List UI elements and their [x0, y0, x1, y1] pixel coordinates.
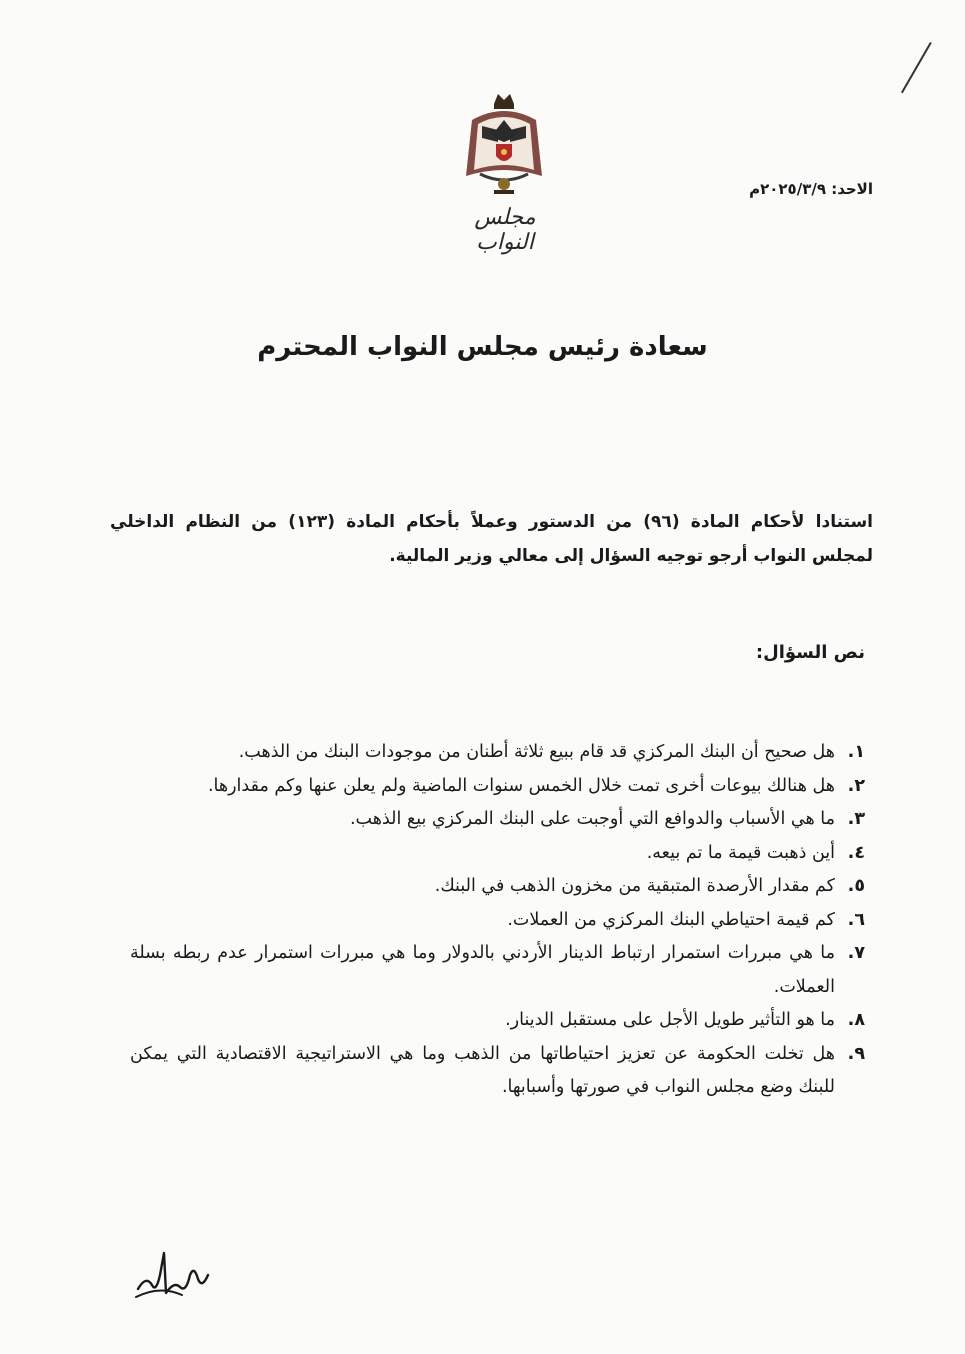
question-text: كم قيمة احتياطي البنك المركزي من العملات. — [507, 909, 835, 930]
question-number: ٨. — [847, 1010, 865, 1030]
question-text: أين ذهبت قيمة ما تم بيعه. — [646, 842, 835, 863]
letter-intro-paragraph: استنادا لأحكام المادة (٩٦) من الدستور وعملاً بأحكام المادة (١٢٣) من النظام الداخلي لمجلس النواب أرجو توجيه السؤال إلى معالي وزير المالية. — [110, 512, 873, 566]
question-text: هل صحيح أن البنك المركزي قد قام ببيع ثلاثة أطنان من موجودات البنك من الذهب. — [238, 742, 835, 762]
question-item — [130, 1004, 865, 1038]
question-item — [130, 837, 865, 871]
question-number: ٦. — [847, 909, 865, 930]
questions-list — [130, 736, 865, 1105]
questions-heading: نص السؤال: — [755, 642, 865, 663]
question-text: هل هنالك بيوعات أخرى تمت خلال الخمس سنوات الماضية ولم يعلن عنها وكم مقدارها. — [207, 775, 835, 796]
question-text: ما هي الأسباب والدوافع التي أوجبت على البنك المركزي بيع الذهب. — [349, 809, 835, 829]
question-text: كم مقدار الأرصدة المتبقية من مخزون الذهب في البنك. — [434, 876, 835, 896]
question-item — [130, 770, 865, 804]
coat-of-arms-emblem — [458, 90, 550, 200]
question-text: ما هو التأثير طويل الأجل على مستقبل الدينار. — [505, 1010, 835, 1030]
question-item — [130, 1038, 865, 1105]
question-number: ٧. — [847, 943, 865, 963]
handwritten-signature — [130, 1245, 220, 1305]
question-item — [130, 870, 865, 904]
question-item — [130, 803, 865, 837]
letter-date: الاحد: ٢٠٢٥/٣/٩م — [749, 180, 873, 198]
question-item — [130, 937, 865, 1004]
question-number: ٤. — [847, 842, 865, 863]
question-number: ٥. — [847, 876, 865, 896]
question-text: ما هي مبررات استمرار ارتباط الدينار الأردني بالدولار وما هي مبررات استمرار عدم ربطه بسلة العملات. — [130, 943, 835, 997]
question-item — [130, 904, 865, 938]
question-number: ٩. — [847, 1043, 865, 1064]
question-number: ٢. — [847, 775, 865, 796]
letter-addressee: سعادة رئيس مجلس النواب المحترم — [257, 332, 708, 362]
question-number: ٣. — [847, 809, 865, 829]
corner-pen-mark — [901, 42, 932, 93]
question-item — [130, 736, 865, 770]
question-number: ١. — [847, 742, 865, 762]
council-name-logo: مجلس النواب — [474, 205, 536, 255]
question-text: هل تخلت الحكومة عن تعزيز احتياطاتها من الذهب وما هي الاستراتيجية الاقتصادية التي يمكن للبنك وضع مجلس النواب في صورتها وأسبابها. — [130, 1043, 835, 1097]
